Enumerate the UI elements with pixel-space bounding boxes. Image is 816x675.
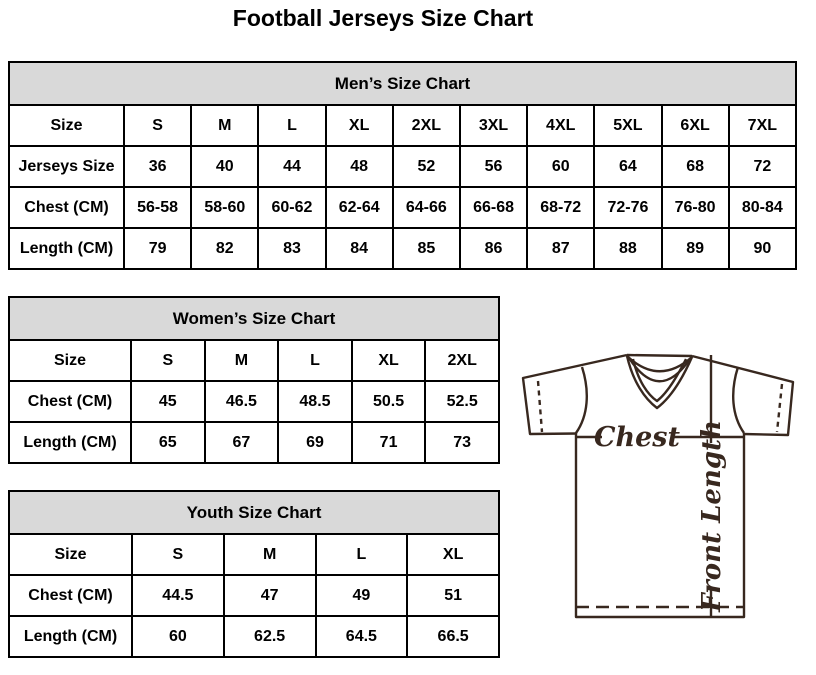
row-label: Chest (CM) [9,575,132,616]
jersey-outline [523,355,793,617]
table-cell: 52 [393,146,460,187]
table-cell: 73 [425,422,499,463]
table-row [9,422,499,463]
table-row [9,381,499,422]
table-cell: 64 [594,146,661,187]
table-cell: 66-68 [460,187,527,228]
table-cell: 44.5 [132,575,224,616]
table-cell: 6XL [662,105,729,146]
table-cell: 67 [205,422,279,463]
table-cell: 90 [729,228,796,269]
chest-label: Chest [594,422,680,453]
table-cell: 7XL [729,105,796,146]
table-cell: 79 [124,228,191,269]
table-cell: L [258,105,325,146]
table-cell: 87 [527,228,594,269]
row-label: Length (CM) [9,616,132,657]
table-cell: 2XL [393,105,460,146]
row-label: Size [9,534,132,575]
jersey-diagram [505,340,815,670]
table-row [9,616,499,657]
table-row [9,228,796,269]
table-cell: XL [407,534,499,575]
right-cuff-dashed-line [777,384,782,432]
table-row [9,187,796,228]
table-cell: 51 [407,575,499,616]
table-cell: 68-72 [527,187,594,228]
table-cell: 60-62 [258,187,325,228]
front-length-label: Front Length [697,420,727,612]
table-cell: 72-76 [594,187,661,228]
row-label: Chest (CM) [9,187,124,228]
table-cell: 44 [258,146,325,187]
table-cell: 89 [662,228,729,269]
row-label: Size [9,340,131,381]
table-cell: L [278,340,352,381]
table-cell: 47 [224,575,316,616]
table-cell: 46.5 [205,381,279,422]
table-cell: M [191,105,258,146]
table-cell: L [316,534,408,575]
table-cell: M [224,534,316,575]
table-cell: 62-64 [326,187,393,228]
page-title: Football Jerseys Size Chart [232,5,534,31]
table-cell: 48.5 [278,381,352,422]
table-cell: 65 [131,422,205,463]
table-cell: 58-60 [191,187,258,228]
table-cell: 86 [460,228,527,269]
table-cell: 71 [352,422,426,463]
table-title-row [9,491,499,534]
table-cell: XL [326,105,393,146]
jersey-collar-top [627,355,692,356]
table-cell: 84 [326,228,393,269]
row-label: Chest (CM) [9,381,131,422]
size-table [8,61,797,270]
jersey-left-armhole [576,367,587,433]
table-cell: S [132,534,224,575]
table-cell: 88 [594,228,661,269]
table-cell: 64.5 [316,616,408,657]
table-cell: 48 [326,146,393,187]
table-cell: 3XL [460,105,527,146]
size-table [8,296,500,464]
table-cell: 69 [278,422,352,463]
table-row [9,534,499,575]
row-label: Size [9,105,124,146]
table-cell: 4XL [527,105,594,146]
table-cell: XL [352,340,426,381]
womens-size-table [8,296,500,464]
left-cuff-dashed-line [538,381,542,432]
table-title: Women’s Size Chart [9,297,499,340]
table-title-row [9,297,499,340]
table-cell: 5XL [594,105,661,146]
table-cell: 2XL [425,340,499,381]
size-table [8,490,500,658]
table-cell: 60 [132,616,224,657]
table-cell: S [124,105,191,146]
table-row [9,340,499,381]
table-cell: 49 [316,575,408,616]
row-label: Jerseys Size [9,146,124,187]
table-cell: M [205,340,279,381]
table-cell: 64-66 [393,187,460,228]
row-label: Length (CM) [9,228,124,269]
table-title: Men’s Size Chart [9,62,796,105]
table-cell: S [131,340,205,381]
jersey-right-armhole [733,367,744,433]
table-cell: 76-80 [662,187,729,228]
table-cell: 45 [131,381,205,422]
table-cell: 40 [191,146,258,187]
table-cell: 36 [124,146,191,187]
table-cell: 56-58 [124,187,191,228]
table-cell: 56 [460,146,527,187]
table-cell: 52.5 [425,381,499,422]
table-cell: 82 [191,228,258,269]
table-cell: 72 [729,146,796,187]
row-label: Length (CM) [9,422,131,463]
youth-size-table [8,490,500,658]
table-cell: 85 [393,228,460,269]
table-cell: 68 [662,146,729,187]
table-row [9,105,796,146]
table-cell: 50.5 [352,381,426,422]
mens-size-table [8,61,797,270]
table-title: Youth Size Chart [9,491,499,534]
table-cell: 62.5 [224,616,316,657]
table-row [9,146,796,187]
table-row [9,575,499,616]
table-cell: 83 [258,228,325,269]
table-cell: 66.5 [407,616,499,657]
table-cell: 80-84 [729,187,796,228]
table-cell: 60 [527,146,594,187]
table-title-row [9,62,796,105]
